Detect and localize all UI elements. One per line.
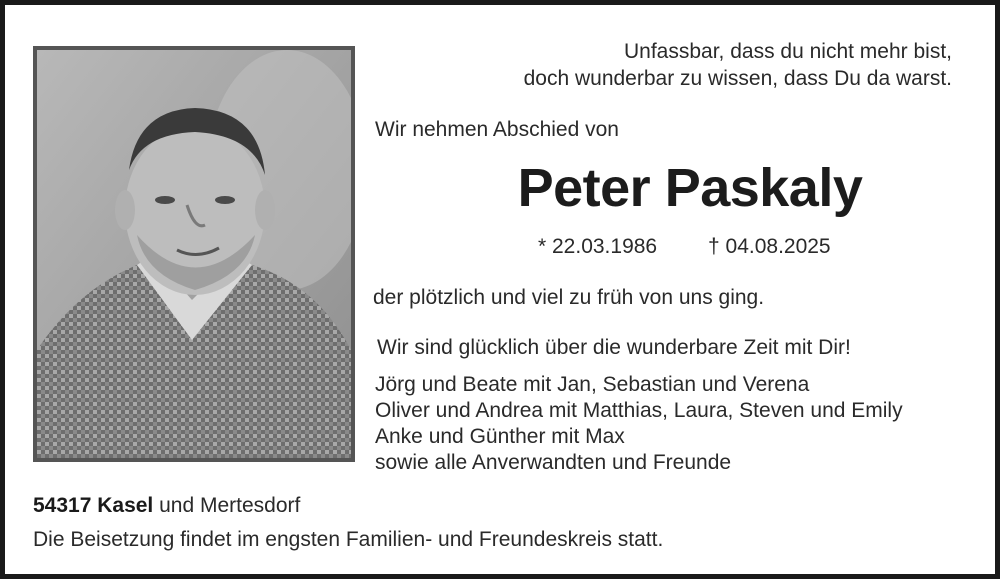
address-rest: und Mertesdorf [159,494,301,517]
gratitude-text: Wir sind glücklich über die wunderbare Zeit mit Dir! [377,336,851,359]
mourner-line: Oliver und Andrea mit Matthias, Laura, Steven und Emily [375,399,903,422]
deceased-name: Peter Paskaly [517,158,863,218]
mourner-line: Jörg und Beate mit Jan, Sebastian und Verena [375,373,810,396]
motto-line-1: Unfassbar, dass du nicht mehr bist, [624,40,952,63]
mourner-line: sowie alle Anverwandten und Freunde [375,451,732,474]
intro-text: Wir nehmen Abschied von [375,118,619,141]
portrait-photo [33,46,355,462]
portrait-image [37,50,351,458]
birth-date: * 22.03.1986 [538,235,658,258]
postal-place: 54317 Kasel [33,494,154,517]
motto-line-2: doch wunderbar zu wissen, dass Du da warst. [523,67,952,90]
mourner-line: Anke und Günther mit Max [375,425,625,448]
address-line [33,493,300,519]
passing-text: der plötzlich und viel zu früh von uns ging. [373,286,765,309]
funeral-note: Die Beisetzung findet im engsten Familien- und Freundeskreis statt. [33,528,664,551]
death-date: † 04.08.2025 [708,235,831,258]
